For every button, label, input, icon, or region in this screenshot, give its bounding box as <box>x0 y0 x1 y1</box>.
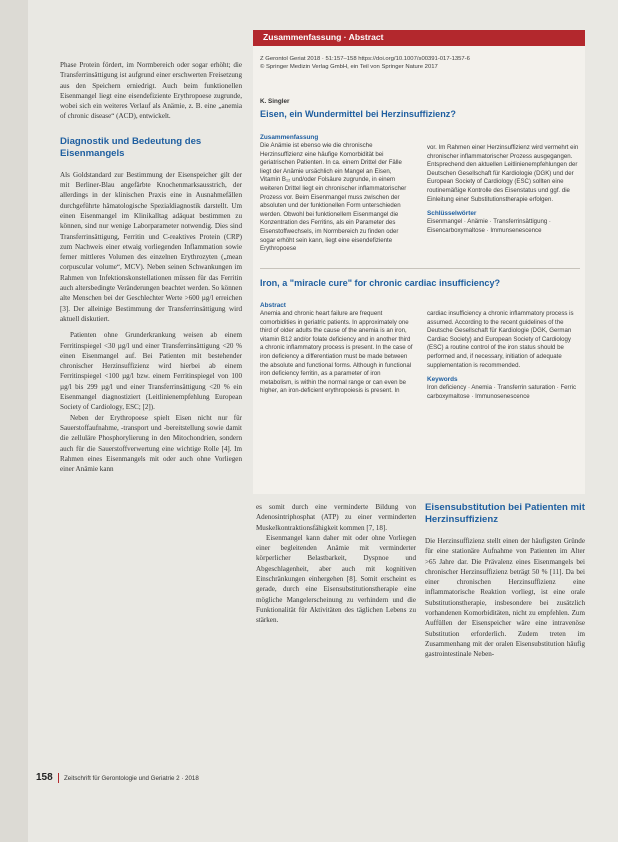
citation-line: Z Gerontol Geriat 2018 · 51:157–158 https://doi.org/10.1007/s00391-017-1357-6 <box>260 56 470 62</box>
abstract-box <box>253 33 585 494</box>
german-abstract-text-1: Die Anämie ist ebenso wie die chronische Herzinsuffizienz eine häufige Komorbidität bei geriatrischen Patienten. In ca. einem Drittel der Fälle liegt der Anämie ursächlich ein Mangel an Eisen, Vitamin B₁₂ und/oder Folsäure zugrunde, in einem weiteren Drittel liegt ein chronischer inflammatorischer Prozess vor. Beim Eisenmangel muss zwischen der absoluten und der funktionellen Form unterschieden werden. Obwohl bei funktionellem Eisenmangel die Konzentration des Ferritins, als ein Parameter des Eisenstoffwechsels, im Normbereich zu finden oder sogar erhöht sein kann, liegt eine eisendefiziente Erythropoese <box>260 142 407 253</box>
abstract-banner <box>253 30 585 46</box>
middle-paragraph-1: es somit durch eine verminderte Bildung von Adenosintriphosphat (ATP) zu einer verminderten Muskelkontraktionsfähigkeit kommen [7, 18]. <box>256 503 416 532</box>
section-heading-eisensubstitution: Eisensubstitution bei Patienten mit Herzinsuffizienz <box>425 502 585 525</box>
german-keywords: Eisenmangel · Anämie · Transferrinsättigung · Eisencarboxymaltose · Immunsenescence <box>427 218 551 234</box>
left-paragraph-2: Als Goldstandard zur Bestimmung der Eisenspeicher gilt der mit Berliner-Blau angefärbte Knochenmarksausstrich, der allerdings in der klinischen Praxis eine in Ausnahmefällen durchgeführte hämatologische Spezialdiagnostik darstellt. Um einen Eisenmangel im Klinikalltag adäquat bestimmen zu können, sind nur wenige Laborparameter notwendig. Dies sind Transferrinsättigung, Ferritin und C-reaktives Protein (CRP) zum Nachweis einer etwaig vorliegenden Inflammation sowie ferner mittleres Volumen des einzelnen Erythrozyten („mean corpuscular volume“, MCV). Neben seinen Schwankungen im Rahmen von Infektionskonstellationen müssen für das Ferritin auch altersbedingte Veränderungen beachtet werden. So können alte Menschen bei der Geschlechter Werte >600 µg/l erreichen [3]. Der alleinige Bestimmung der Transferrinsättigung wird aktuell diskutiert. <box>60 170 242 323</box>
middle-column <box>256 502 416 626</box>
english-abstract-text-2: cardiac insufficiency a chronic inflammatory process is assumed. According to the recent guidelines of the Deutsche Gesellschaft für Kardiologie (DGK, German Cardiac Society) and European Society of Cardiology (ESC) a routine control of the iron status should be performed and, if necessary, initiation of adequate supplementation is recommended. <box>427 310 574 369</box>
left-paragraph-4: Neben der Erythropoese spielt Eisen nicht nur für Sauerstoffaufnahme, -transport und -bereitstellung sowie damit die zelluläre Phosphorylierung in den Mitochondrien, sondern auch für die Sauerstoffverwertung eine wichtige Rolle [4]. Im Rahmen eines Eisenmangels mit oder auch ohne Vorliegen einer Anämie kann <box>60 413 242 474</box>
right-paragraph-1: Die Herzinsuffizienz stellt einen der häufigsten Gründe für eine stationäre Aufnahme von Patienten im Alter >65 Jahre dar. Die Prävalenz eines Eisenmangels bei chronischer Herzinsuffizienz beträgt 50 % [11]. Da bei einer chronischen Herzinsuffizienz eine inflammatorische Reaktion vorliegt, ist eine orale Substitutionstherapie, insbesondere bei zusätzlich vorhandenen Komorbiditäten, nicht zu empfehlen. Zum Auffüllen der Eisenspeicher wäre eine intravenöse Substitution erforderlich. Zudem treten im Zusammenhang mit der oralen Eisensubstitution häufig gastrointestinale Neben- <box>425 537 585 659</box>
left-paragraph-1: Phase Protein fördert, im Normbereich oder sogar erhöht; die Transferrinsättigung ist aufgrund einer erschwerten Freisetzung aus den Speichern erniedrigt. Auch beim funktionellen Eisenmangel liegt eine eisendefiziente Erythropoese zugrunde, wobei sich ein weiteres Verlauf als Anämie, z. B. eine „anemia of chronic disease“ (ACD), entwickelt. <box>60 61 242 121</box>
english-keywords-heading: Keywords <box>427 376 458 384</box>
author-name: K. Singler <box>260 98 290 105</box>
german-title: Eisen, ein Wundermittel bei Herzinsuffizienz? <box>260 109 456 119</box>
page-number: 158 <box>36 772 53 783</box>
german-abstract-col2 <box>427 144 580 235</box>
left-column <box>60 60 242 474</box>
footer-divider <box>58 773 59 783</box>
section-heading-diagnostik: Diagnostik und Bedeutung des Eisenmangels <box>60 135 202 159</box>
right-column <box>425 502 585 660</box>
german-abstract-col1 <box>260 134 413 254</box>
page-edge <box>0 0 28 842</box>
journal-footer: Zeitschrift für Gerontologie und Geriatrie 2 · 2018 <box>64 775 199 782</box>
abstract-banner-text: Zusammenfassung · Abstract <box>263 32 384 42</box>
german-abstract-text-2: vor. Im Rahmen einer Herzinsuffizienz wird vermehrt ein chronischer inflammatorischer Prozess ausgegangen. Entsprechend den aktuellen Leitlinienempfehlungen der Deutschen Gesellschaft für Kardiologie (DGK) und der European Society of Cardiology (ESC) sollten eine routinemäßige Kontrolle des Eisenstatus und ggf. die Einleitung einer Substitutionstherapie erfolgen. <box>427 144 579 203</box>
german-keywords-heading: Schlüsselwörter <box>427 210 477 218</box>
english-abstract-heading: Abstract <box>260 302 286 309</box>
german-abstract-heading: Zusammenfassung <box>260 134 319 141</box>
abstract-divider <box>260 268 580 269</box>
english-keywords: Iron deficiency · Anemia · Transferrin saturation · Ferric carboxymaltose · Immunosenescence <box>427 384 577 400</box>
english-title: Iron, a "miracle cure" for chronic cardiac insufficiency? <box>260 278 501 288</box>
middle-paragraph-2: Eisenmangel kann daher mit oder ohne Vorliegen einer begleitenden Anämie mit verminderter körperlicher Belastbarkeit, Dyspnoe und Abgeschlagenheit, aber auch mit kognitiven Einschränkungen einhergehen [8]. Somit erscheint es gerade, durch eine Eisensubstitutionstherapie eine mögliche Mangelerscheinung zu verhindern und die Funktionalität für Aktivitäten des täglichen Lebens zu stärken. <box>256 533 416 625</box>
left-paragraph-3: Patienten ohne Grunderkrankung weisen ab einem Ferritinspiegel <30 µg/l und einer Transferrinsättigung <20 % einen Eisenmangel auf. Bei Patienten mit bestehender chronischer Herzinsuffizienz wird hierbei ab einem Ferritinspiegel <100 µg/l bzw. einem Ferritinspiegel von 100 µg/l bis 299 µg/l und einer Transferrinsättigung <20 % ein Eisenmangel diagnostiziert (Leitlinienempfehlung European Society of Cardiology, ESC; [2]). <box>60 331 242 412</box>
english-abstract-text-1: Anemia and chronic heart failure are frequent comorbidities in geriatric patients. In approximately one third of older adults the cause of the anemia is an iron, vitamin B12 and/or folate deficiency and in another third a chronic inflammatory process is present. In the case of iron deficiency a differentiation must be made between the absolute and functional forms. Although in functional iron deficiency ferritin, as a parameter of iron metabolism, is within the normal range or can even be higher, an iron-deficient erythropoiesis is present. In <box>260 310 413 395</box>
english-abstract-col2 <box>427 310 580 401</box>
copyright-line: © Springer Medizin Verlag GmbH, ein Teil von Springer Nature 2017 <box>260 64 438 70</box>
english-abstract-col1 <box>260 302 413 396</box>
